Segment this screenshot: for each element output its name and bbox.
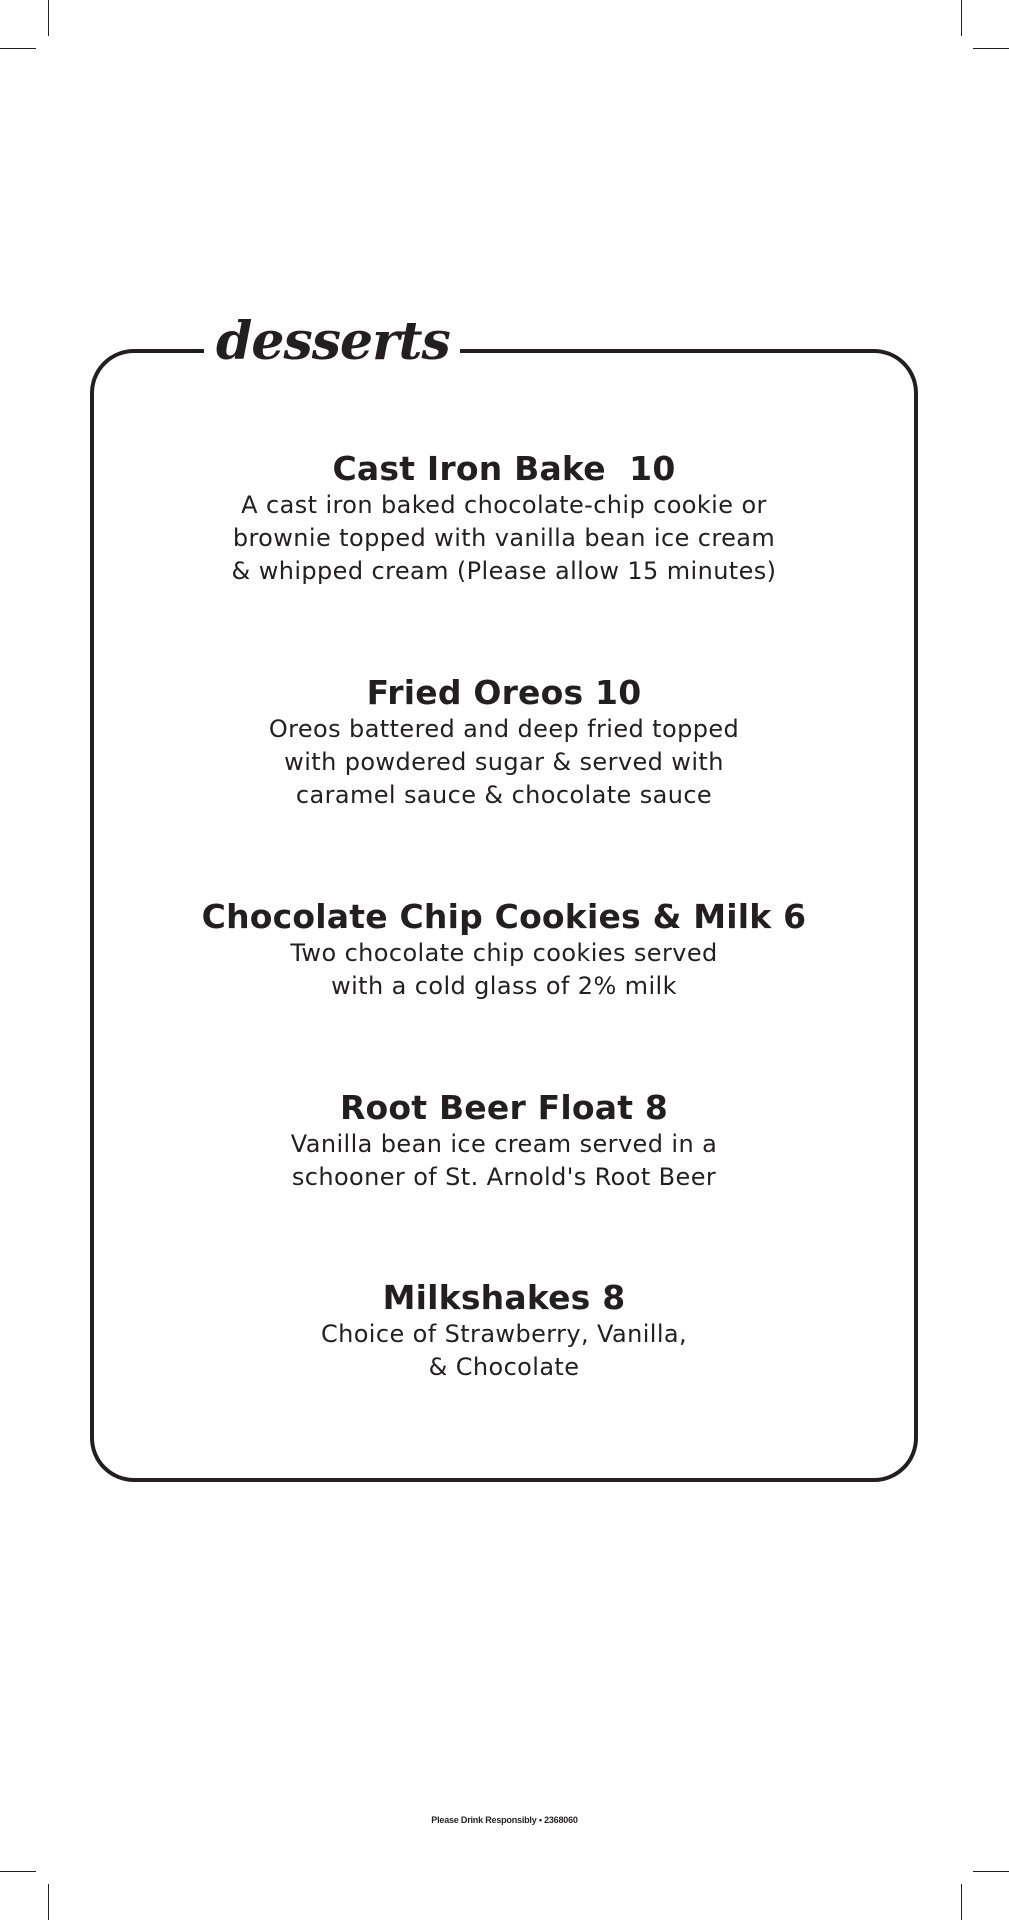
- menu-item: [94, 897, 914, 1003]
- crop-mark-top-right-vertical: [961, 0, 962, 36]
- crop-mark-bottom-left-horizontal: [0, 1871, 36, 1872]
- crop-mark-top-left-vertical: [48, 0, 49, 36]
- crop-mark-bottom-right-vertical: [961, 1884, 962, 1920]
- menu-item-name: Root Beer Float 8: [339, 1088, 669, 1127]
- menu-item: [94, 673, 914, 812]
- menu-item-description: [94, 1318, 914, 1384]
- menu-item-description: [94, 489, 914, 588]
- description-line: & Chocolate: [428, 1353, 580, 1381]
- description-line: Oreos battered and deep fried topped: [268, 715, 740, 743]
- menu-item-name: Cast Iron Bake 10: [332, 449, 676, 488]
- description-line: Vanilla bean ice cream served in a: [290, 1130, 718, 1158]
- description-line: with powdered sugar & served with: [284, 748, 724, 776]
- menu-item-name: Chocolate Chip Cookies & Milk 6: [201, 897, 807, 936]
- crop-mark-bottom-right-horizontal: [973, 1871, 1009, 1872]
- menu-item: [94, 1278, 914, 1384]
- description-line: schooner of St. Arnold's Root Beer: [291, 1163, 717, 1191]
- description-line: & whipped cream (Please allow 15 minutes): [231, 557, 777, 585]
- menu-item: [94, 449, 914, 588]
- menu-item-description: [94, 1128, 914, 1194]
- description-line: Choice of Strawberry, Vanilla,: [320, 1320, 688, 1348]
- section-title: desserts: [204, 300, 460, 384]
- crop-mark-top-right-horizontal: [973, 48, 1009, 49]
- menu-item: [94, 1088, 914, 1194]
- description-line: brownie topped with vanilla bean ice cream: [232, 524, 776, 552]
- menu-item-name: Milkshakes 8: [382, 1278, 626, 1317]
- menu-item-description: [94, 713, 914, 812]
- description-line: with a cold glass of 2% milk: [331, 972, 677, 1000]
- description-line: caramel sauce & chocolate sauce: [295, 781, 713, 809]
- crop-mark-top-left-horizontal: [0, 48, 36, 49]
- description-line: Two chocolate chip cookies served: [290, 939, 718, 967]
- description-line: A cast iron baked chocolate-chip cookie or: [241, 491, 767, 519]
- crop-mark-bottom-left-vertical: [48, 1884, 49, 1920]
- menu-item-description: [94, 937, 914, 1003]
- footer-note: Please Drink Responsibly • 2368060: [431, 1815, 578, 1825]
- menu-item-name: Fried Oreos 10: [366, 673, 642, 712]
